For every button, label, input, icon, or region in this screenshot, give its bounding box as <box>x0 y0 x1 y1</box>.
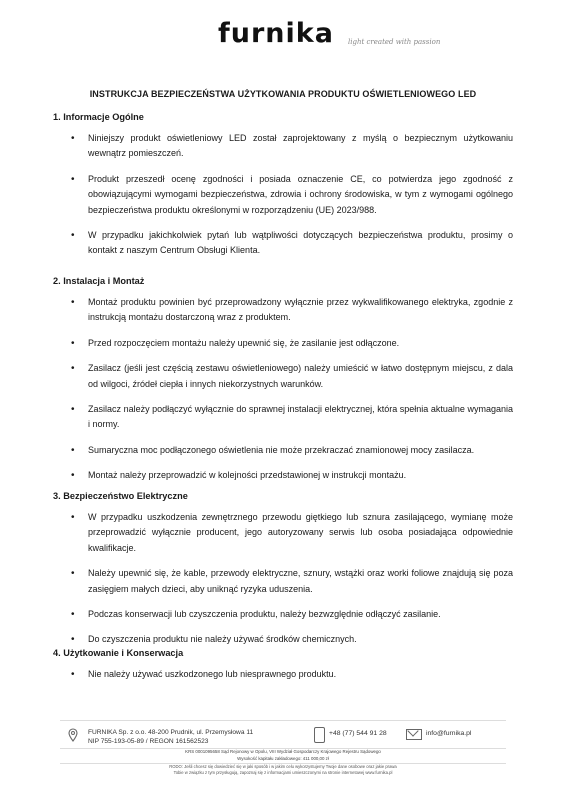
section-installation <box>53 276 513 494</box>
list-item: • Nie należy używać uszkodzonego lub niesprawnego produktu. <box>53 667 513 682</box>
bullet-icon: • <box>71 363 75 375</box>
registration-info: KRS 0001095658 Sąd Rejonowy w Opolu, VIII Wydział Gospodarczy Krajowego Rejestru Sądowego Wysokość kapitału zakładowego: 411 000,00 zł <box>185 749 381 761</box>
list-item: • Zasilacz należy podłączyć wyłącznie do sprawnej instalacji elektrycznej, która spełnia aktualne wymagania i normy. <box>71 404 513 430</box>
company-address: FURNIKA Sp. z o.o. 48-200 Prudnik, ul. Przemysłowa 11 NIP 755-193-05-89 / REGON 161562523 <box>88 729 254 745</box>
bullet-icon: • <box>71 404 75 416</box>
logo-tagline: light created with passion <box>348 38 441 46</box>
bullet-list <box>53 295 513 484</box>
phone-number[interactable]: +48 (77) 544 91 28 <box>329 730 387 737</box>
section-general-info <box>53 112 513 269</box>
section-heading: 2. Instalacja i Montaż <box>53 276 145 286</box>
phone-icon <box>314 727 325 743</box>
list-item: • Podczas konserwacji lub czyszczenia produktu, należy bezwzględnie odłączyć zasilanie. <box>53 607 513 622</box>
list-item: • Przed rozpoczęciem montażu należy upewnić się, że zasilanie jest odłączone. <box>53 336 513 351</box>
bullet-icon: • <box>71 470 75 482</box>
location-pin-icon <box>68 728 78 742</box>
list-item: • Niniejszy produkt oświetleniowy LED został zaprojektowany z myślą o bezpiecznym użytkowaniu wewnątrz pomieszczeń. <box>71 133 513 159</box>
page-header <box>0 14 566 64</box>
section-electrical-safety <box>53 491 513 658</box>
bullet-list <box>53 667 513 682</box>
bullet-icon: • <box>71 568 75 580</box>
footer-divider <box>60 720 506 721</box>
section-heading: 4. Użytkowanie i Konserwacja <box>53 648 184 658</box>
list-item: • W przypadku uszkodzenia zewnętrznego przewodu giętkiego lub sznura zasilającego, wymianę może przeprowadzić wyłącznie producent, jego autoryzowany serwis lub osoba posiadająca odpowiednie kwalifikacje. <box>71 512 513 553</box>
furnika-logo: furnika <box>218 18 334 49</box>
list-item: • Montaż należy przeprowadzić w kolejności przedstawionej w instrukcji montażu. <box>53 468 513 483</box>
section-use-maintenance <box>53 648 513 692</box>
bullet-icon: • <box>71 444 75 456</box>
list-item: • Sumaryczna moc podłączonego oświetlenia nie może przekraczać znamionowej mocy zasilacza. <box>53 443 513 458</box>
list-item: • Do czyszczenia produktu nie należy używać środków chemicznych. <box>53 632 513 647</box>
bullet-icon: • <box>71 230 75 242</box>
section-heading: 1. Informacje Ogólne <box>53 112 144 122</box>
bullet-icon: • <box>71 634 75 646</box>
bullet-list <box>53 131 513 259</box>
bullet-icon: • <box>71 512 75 523</box>
bullet-list <box>53 510 513 648</box>
document-title: INSTRUKCJA BEZPIECZEŃSTWA UŻYTKOWANIA PRODUKTU OŚWIETLENIOWEGO LED <box>89 89 477 99</box>
bullet-icon: • <box>71 133 75 144</box>
bullet-icon: • <box>71 337 75 349</box>
rodo-notice: RODO: Jeśli chcesz się dowiedzieć się w jaki sposób i w jakim celu wykorzystujemy Twoje dane osobowe oraz jakie prawa Tobie w związku z tym przysługują, zapoznaj się z informacjami umieszczonymi na stronie internetowej www.furnika.pl <box>169 764 397 776</box>
bullet-icon: • <box>71 297 75 308</box>
list-item: • Produkt przeszedł ocenę zgodności i posiada oznaczenie CE, co potwierdza jego zgodność z obowiązującymi wymogami bezpieczeństwa, zdrowia i ochrony środowiska, w tym z wymogami ogólnego bezpieczeństwa produktu określonymi w rozporządzeniu (UE) 2023/988. <box>71 173 513 215</box>
section-heading: 3. Bezpieczeństwo Elektryczne <box>53 491 188 501</box>
list-item: • W przypadku jakichkolwiek pytań lub wątpliwości dotyczących bezpieczeństwa produktu, prosimy o kontakt z naszym Centrum Obsługi Klienta. <box>71 230 513 256</box>
email-address[interactable]: info@furnika.pl <box>426 730 472 737</box>
bullet-icon: • <box>71 173 75 185</box>
list-item: • Montaż produktu powinien być przeprowadzony wyłącznie przez wykwalifikowanego elektryka, zgodnie z instrukcją montażu dostarczoną wraz z produktem. <box>71 297 513 323</box>
bullet-icon: • <box>71 609 75 621</box>
page-footer <box>0 720 566 800</box>
list-item: • Zasilacz (jeśli jest częścią zestawu oświetleniowego) należy umieścić w łatwo dostępnym miejscu, z dala od wilgoci, źródeł ciepła i innych niekorzystnych warunków. <box>71 363 513 389</box>
list-item: • Należy upewnić się, że kable, przewody elektryczne, sznury, wstążki oraz worki foliowe znajdują się poza zasięgiem małych dzieci, aby uniknąć ryzyka uduszenia. <box>71 568 513 594</box>
mail-icon <box>406 729 422 740</box>
bullet-icon: • <box>71 669 75 680</box>
